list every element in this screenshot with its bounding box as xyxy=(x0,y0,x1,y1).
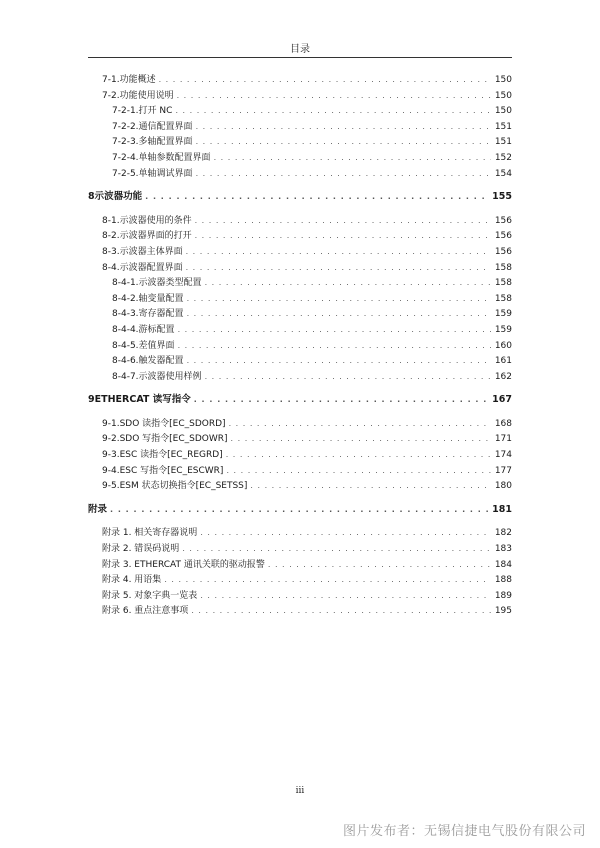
toc-page: 181 xyxy=(492,503,512,515)
toc-entry-8-2[interactable] xyxy=(0,228,600,244)
toc-entry-appendix-4[interactable] xyxy=(0,572,600,588)
toc-leader-dots xyxy=(159,72,491,88)
toc-entry-8-4-5[interactable] xyxy=(0,338,600,354)
toc-title: 通信配置界面 xyxy=(138,121,193,132)
toc-number: 7-2-4. xyxy=(112,152,139,163)
toc-entry-7-2-5[interactable] xyxy=(0,166,600,182)
toc-leader-dots xyxy=(164,572,491,588)
toc-entry-8-4-4[interactable] xyxy=(0,322,600,338)
toc-entry-appendix-1[interactable] xyxy=(0,525,600,541)
toc-page: 158 xyxy=(494,262,512,273)
toc-leader-dots xyxy=(205,275,491,291)
toc-title: 轴变量配置 xyxy=(138,293,184,304)
toc-leader-dots xyxy=(196,119,491,135)
toc-leader-dots xyxy=(110,502,489,518)
toc-title: 寄存器配置 xyxy=(138,309,184,320)
header-rule xyxy=(88,57,512,58)
toc-page: 151 xyxy=(494,121,512,132)
toc-title: ETHERCAT 读写指令 xyxy=(94,394,191,406)
toc-number: 9 xyxy=(88,394,95,406)
toc-entry-8-4-7[interactable] xyxy=(0,369,600,385)
toc-leader-dots xyxy=(231,431,491,447)
toc-entry-9-2[interactable] xyxy=(0,431,600,447)
toc-leader-dots xyxy=(187,291,491,307)
toc-page: 189 xyxy=(494,590,512,601)
toc-leader-dots xyxy=(195,228,491,244)
toc-page: 156 xyxy=(494,246,512,257)
toc-leader-dots xyxy=(175,103,491,119)
toc-leader-dots xyxy=(187,353,491,369)
toc-title: 附录 1. 相关寄存器说明 xyxy=(102,528,198,539)
toc-page: 150 xyxy=(494,90,512,101)
toc-number: 7-1. xyxy=(102,75,120,85)
toc-title: 游标配置 xyxy=(138,324,175,335)
toc-title: 示波器配置界面 xyxy=(119,262,183,273)
toc-entry-7-2-4[interactable] xyxy=(0,150,600,166)
toc-entry-8-3[interactable] xyxy=(0,244,600,260)
toc-number: 7-2-3. xyxy=(112,137,139,148)
toc-number: 8-4-6. xyxy=(112,356,139,367)
toc-page: 156 xyxy=(494,231,512,242)
toc-entry-8-4[interactable] xyxy=(0,260,600,276)
toc-leader-dots xyxy=(187,306,491,322)
toc-number: 8-4-7. xyxy=(112,371,139,382)
toc-title: 示波器主体界面 xyxy=(119,246,183,257)
toc-entry-appendix-5[interactable] xyxy=(0,588,600,604)
toc-title: 多轴配置界面 xyxy=(138,137,193,148)
toc-entry-appendix-6[interactable] xyxy=(0,603,600,619)
toc-chapter-appendix[interactable] xyxy=(0,502,600,518)
toc-number: 7-2-5. xyxy=(112,168,139,179)
toc-title: 示波器界面的打开 xyxy=(119,231,192,242)
toc-number: 7-2-2. xyxy=(112,121,139,132)
toc-entry-appendix-2[interactable] xyxy=(0,541,600,557)
toc-title: 附录 6. 重点注意事项 xyxy=(102,606,189,617)
toc-title: 单轴调试界面 xyxy=(138,168,193,179)
toc-page: 167 xyxy=(492,394,512,406)
toc-number: 9-4. xyxy=(102,465,120,476)
toc-title: ESM 状态切换指令[EC_SETSS] xyxy=(119,481,248,492)
toc-entry-7-2[interactable] xyxy=(0,88,600,104)
toc-page: 159 xyxy=(494,309,512,320)
toc-leader-dots xyxy=(182,541,491,557)
toc-leader-dots xyxy=(200,588,491,604)
toc-entry-7-1[interactable] xyxy=(0,72,600,88)
toc-chapter-9[interactable] xyxy=(0,392,600,408)
toc-entry-8-4-6[interactable] xyxy=(0,353,600,369)
toc-leader-dots xyxy=(177,88,491,104)
toc-entry-8-4-3[interactable] xyxy=(0,306,600,322)
page-header-title: 目录 xyxy=(290,44,310,55)
toc-page: 150 xyxy=(494,106,512,117)
toc-number: 8 xyxy=(88,191,95,203)
toc-number: 7-2-1. xyxy=(112,106,139,117)
toc-page: 154 xyxy=(494,168,512,179)
toc-page: 183 xyxy=(494,544,512,555)
toc-page: 182 xyxy=(494,528,512,539)
toc-entry-9-3[interactable] xyxy=(0,447,600,463)
toc-entry-7-2-3[interactable] xyxy=(0,134,600,150)
chapter-gap xyxy=(0,408,600,416)
chapter-gap xyxy=(0,517,600,525)
toc-title: 功能使用说明 xyxy=(119,90,174,101)
toc-chapter-8[interactable] xyxy=(0,189,600,205)
toc-number: 7-2. xyxy=(102,90,120,101)
toc-page: 174 xyxy=(494,450,512,461)
toc-number: 8-4-4. xyxy=(112,324,139,335)
toc-page: 195 xyxy=(494,606,512,617)
chapter-gap xyxy=(0,494,600,502)
toc-number: 8-4-2. xyxy=(112,293,139,304)
toc-entry-appendix-3[interactable] xyxy=(0,557,600,573)
toc-number: 9-3. xyxy=(102,450,120,461)
toc-entry-7-2-2[interactable] xyxy=(0,119,600,135)
toc-page: 177 xyxy=(494,465,512,476)
toc-title: ESC 读指令[EC_REGRD] xyxy=(119,450,223,461)
toc-title: SDO 写指令[EC_SDOWR] xyxy=(119,434,228,445)
toc-title: 单轴参数配置界面 xyxy=(138,152,211,163)
toc-title: 触发器配置 xyxy=(138,356,184,367)
toc-number: 8-1. xyxy=(102,215,120,226)
toc-page: 160 xyxy=(494,340,512,351)
toc-leader-dots xyxy=(226,447,491,463)
toc-leader-dots xyxy=(214,150,491,166)
toc-leader-dots xyxy=(191,603,491,619)
toc-number: 8-4-5. xyxy=(112,340,139,351)
toc-entry-9-4[interactable] xyxy=(0,463,600,479)
toc-page: 161 xyxy=(494,356,512,367)
chapter-gap xyxy=(0,181,600,189)
toc-page: 152 xyxy=(494,152,512,163)
toc-title: 附录 5. 对象字典一览表 xyxy=(102,590,198,601)
toc-page: 184 xyxy=(494,559,512,570)
toc-number: 9-2. xyxy=(102,434,120,445)
toc-entry-9-5[interactable] xyxy=(0,478,600,494)
toc-number: 8-4-1. xyxy=(112,278,139,289)
toc-number: 8-4. xyxy=(102,262,120,273)
toc-page: 188 xyxy=(494,575,512,586)
toc-title: 功能概述 xyxy=(119,75,156,85)
toc-title: 附录 2. 错误码说明 xyxy=(102,544,180,555)
toc-number: 9-1. xyxy=(102,418,120,429)
toc-page: 158 xyxy=(494,293,512,304)
toc-title: 示波器功能 xyxy=(94,191,143,203)
toc-entry-9-1[interactable] xyxy=(0,416,600,432)
toc-entry-8-4-1[interactable] xyxy=(0,275,600,291)
toc-title: 附录 3. ETHERCAT 通讯关联的驱动报警 xyxy=(102,559,265,570)
chapter-gap xyxy=(0,205,600,213)
toc-leader-dots xyxy=(178,338,491,354)
toc-title: 附录 xyxy=(88,503,108,515)
toc-title: 示波器使用样例 xyxy=(138,371,202,382)
toc-leader-dots xyxy=(196,134,491,150)
toc-leader-dots xyxy=(268,557,491,573)
toc-page: 150 xyxy=(494,75,512,85)
table-of-contents xyxy=(0,72,600,619)
toc-leader-dots xyxy=(145,189,489,205)
toc-number: 9-5. xyxy=(102,481,120,492)
toc-title: 附录 4. 用语集 xyxy=(102,575,162,586)
toc-page: 156 xyxy=(494,215,512,226)
toc-title: 差值界面 xyxy=(138,340,175,351)
toc-leader-dots xyxy=(196,166,491,182)
toc-page: 180 xyxy=(494,481,512,492)
toc-page: 171 xyxy=(494,434,512,445)
toc-page: 162 xyxy=(494,371,512,382)
toc-page: 155 xyxy=(492,191,512,203)
toc-leader-dots xyxy=(200,525,491,541)
toc-entry-7-2-1[interactable] xyxy=(0,103,600,119)
toc-title: SDO 读指令[EC_SDORD] xyxy=(119,418,226,429)
toc-page: 159 xyxy=(494,324,512,335)
toc-number: 8-3. xyxy=(102,246,120,257)
toc-leader-dots xyxy=(250,478,491,494)
chapter-gap xyxy=(0,384,600,392)
toc-title: 打开 NC xyxy=(138,106,173,117)
toc-leader-dots xyxy=(194,392,489,408)
toc-title: ESC 写指令[EC_ESCWR] xyxy=(119,465,224,476)
toc-leader-dots xyxy=(205,369,491,385)
toc-leader-dots xyxy=(226,463,491,479)
toc-number: 8-4-3. xyxy=(112,309,139,320)
toc-leader-dots xyxy=(195,213,491,229)
toc-leader-dots xyxy=(186,260,491,276)
page-number: iii xyxy=(295,786,305,796)
toc-leader-dots xyxy=(229,416,491,432)
toc-title: 示波器使用的条件 xyxy=(119,215,192,226)
publisher-watermark: 图片发布者：无锡信捷电气股份有限公司 xyxy=(342,824,586,839)
toc-entry-8-4-2[interactable] xyxy=(0,291,600,307)
toc-page: 158 xyxy=(494,278,512,289)
toc-leader-dots xyxy=(186,244,491,260)
toc-leader-dots xyxy=(178,322,491,338)
toc-page: 151 xyxy=(494,137,512,148)
toc-entry-8-1[interactable] xyxy=(0,213,600,229)
toc-title: 示波器类型配置 xyxy=(138,278,202,289)
toc-page: 168 xyxy=(494,418,512,429)
toc-number: 8-2. xyxy=(102,231,120,242)
